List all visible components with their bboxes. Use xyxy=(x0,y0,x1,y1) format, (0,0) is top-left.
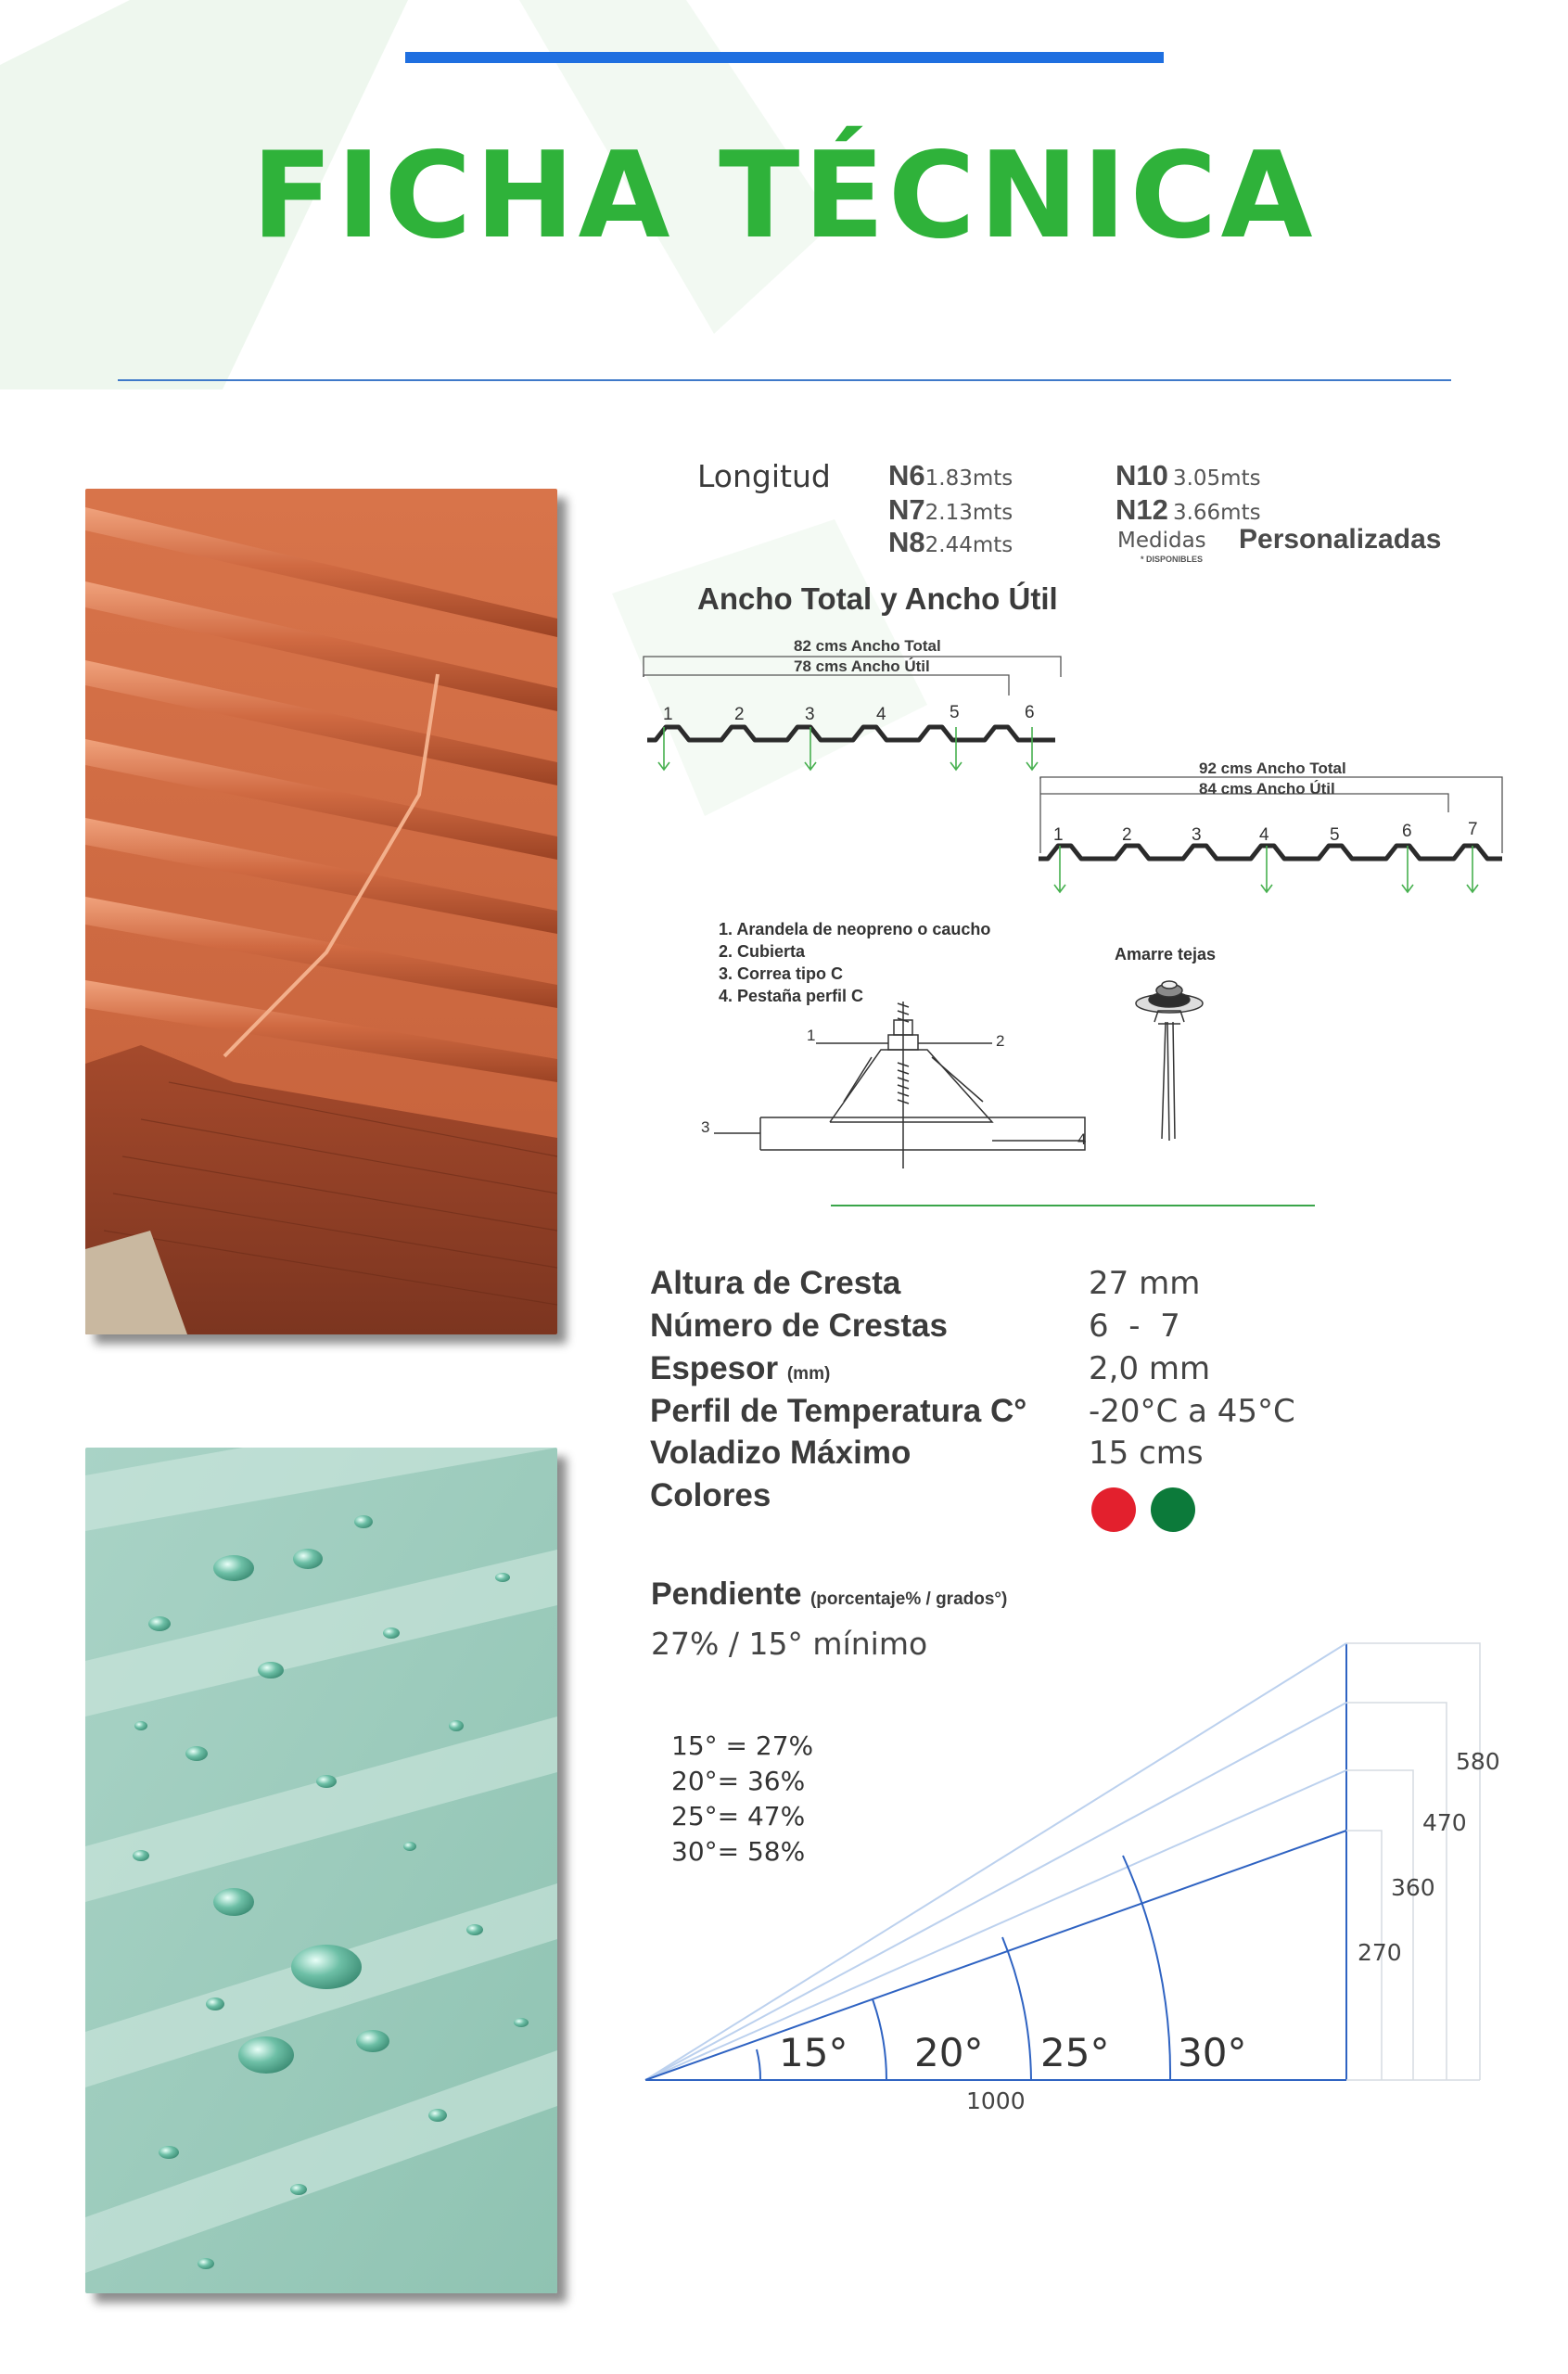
spec-label-temperatura xyxy=(650,1393,1026,1430)
profile-b-crest-2: 2 xyxy=(1122,825,1132,845)
angle-label-15: 15° xyxy=(779,2030,848,2075)
spec-value-temperatura: -20°C a 45°C xyxy=(1089,1393,1295,1430)
spec-label-text: Altura de Cresta xyxy=(650,1265,901,1301)
spec-value-altura: 27 mm xyxy=(1089,1265,1201,1302)
length-value: 3.66mts xyxy=(1172,501,1261,525)
color-swatch-red xyxy=(1091,1487,1136,1532)
photo-terracotta-roof xyxy=(85,489,557,1334)
fixing-legend-item: 1. Arandela de neopreno o caucho xyxy=(719,920,991,938)
profile-a-crest-3: 3 xyxy=(805,705,815,724)
profile-a-util: 78 cms Ancho Útil xyxy=(794,657,930,675)
profile-a-crest-1: 1 xyxy=(663,705,673,724)
spec-label-colores xyxy=(650,1477,771,1514)
length-code: N12 xyxy=(1115,493,1168,526)
callout-4: 4 xyxy=(1077,1130,1087,1148)
base-length-label: 1000 xyxy=(966,2087,1026,2114)
spec-label-voladizo xyxy=(650,1435,911,1472)
angle-label-20: 20° xyxy=(914,2030,984,2075)
width-profiles-diagram xyxy=(631,631,1558,909)
fixing-legend-item: 4. Pestaña perfil C xyxy=(719,987,864,1005)
spec-label-text: Perfil de Temperatura C° xyxy=(650,1393,1027,1429)
pendiente-unit: (porcentaje% / grados°) xyxy=(809,1589,1008,1609)
fixing-legend-item: 3. Correa tipo C xyxy=(719,964,844,983)
fixing-detail-drawing xyxy=(686,983,1113,1168)
profile-b-crest-7: 7 xyxy=(1468,820,1478,839)
photo-green-roof-drops xyxy=(85,1448,557,2293)
profile-a-total: 82 cms Ancho Total xyxy=(794,637,941,655)
angle-label-25: 25° xyxy=(1040,2030,1110,2075)
ancho-title: Ancho Total y Ancho Útil xyxy=(697,581,1058,616)
top-accent-bar xyxy=(405,52,1164,63)
pendiente-label: Pendiente xyxy=(651,1576,802,1612)
profile-b-crest-5: 5 xyxy=(1330,825,1340,845)
slope-equivalence: 25°= 47% xyxy=(671,1801,806,1832)
callout-1: 1 xyxy=(807,1027,816,1044)
length-value: 2.44mts xyxy=(924,533,1013,557)
spec-label-espesor xyxy=(650,1350,830,1387)
amarre-label: Amarre tejas xyxy=(1115,945,1217,964)
length-code: N8 xyxy=(888,526,925,558)
profile-a-crest-2: 2 xyxy=(734,705,745,724)
profile-a-crest-4: 4 xyxy=(876,705,886,724)
amarre-drawing xyxy=(1117,964,1219,1150)
pendiente-value: 27% / 15° mínimo xyxy=(651,1626,928,1662)
height-label-580: 580 xyxy=(1456,1748,1500,1775)
spec-value-crestas: 6 - 7 xyxy=(1089,1308,1180,1345)
medidas-label: Medidas xyxy=(1117,529,1206,553)
page-title: FICHA TÉCNICA xyxy=(251,127,1317,265)
angle-label-30: 30° xyxy=(1178,2030,1247,2075)
length-item-n10 xyxy=(1115,459,1261,492)
spec-label-crestas xyxy=(650,1308,948,1345)
disponibles-note: * DISPONIBLES xyxy=(1141,555,1204,564)
profile-b-crest-6: 6 xyxy=(1402,822,1412,841)
length-item-n8 xyxy=(888,526,1013,559)
height-label-360: 360 xyxy=(1391,1874,1435,1901)
profile-b-crest-3: 3 xyxy=(1192,825,1202,845)
height-label-470: 470 xyxy=(1422,1809,1467,1836)
fixing-legend-item: 2. Cubierta xyxy=(719,942,806,961)
profile-b-crest-4: 4 xyxy=(1259,825,1269,845)
height-label-270: 270 xyxy=(1358,1939,1402,1966)
spec-label-text: Voladizo Máximo xyxy=(650,1435,911,1471)
specs-divider xyxy=(831,1205,1315,1206)
length-item-n12 xyxy=(1115,493,1261,527)
spec-value-espesor: 2,0 mm xyxy=(1089,1350,1211,1387)
spec-unit: (mm) xyxy=(786,1364,831,1384)
callout-3: 3 xyxy=(701,1118,710,1136)
spec-label-text: Espesor xyxy=(650,1350,779,1386)
callout-2: 2 xyxy=(996,1032,1005,1050)
longitud-label: Longitud xyxy=(697,458,831,494)
slope-diagram xyxy=(640,1632,1511,2133)
spec-label-text: Colores xyxy=(650,1477,771,1513)
length-value: 2.13mts xyxy=(924,501,1013,525)
profile-b-util: 84 cms Ancho Útil xyxy=(1199,780,1335,798)
personalizadas-label: Personalizadas xyxy=(1239,524,1442,555)
length-code: N10 xyxy=(1115,459,1168,491)
header-divider xyxy=(118,379,1451,381)
slope-equivalence: 30°= 58% xyxy=(671,1836,806,1867)
profile-a-crest-6: 6 xyxy=(1025,703,1035,722)
spec-value-voladizo: 15 cms xyxy=(1089,1435,1204,1472)
profile-b-total: 92 cms Ancho Total xyxy=(1199,759,1346,777)
pendiente-title xyxy=(651,1576,1007,1613)
slope-equivalence: 20°= 36% xyxy=(671,1766,806,1796)
length-code: N6 xyxy=(888,459,925,491)
length-item-n6 xyxy=(888,459,1013,492)
profile-a-crest-5: 5 xyxy=(950,703,960,722)
length-value: 3.05mts xyxy=(1172,466,1261,491)
length-code: N7 xyxy=(888,493,925,526)
spec-label-text: Número de Crestas xyxy=(650,1308,948,1344)
spec-label-altura xyxy=(650,1265,900,1302)
length-value: 1.83mts xyxy=(924,466,1013,491)
length-item-n7 xyxy=(888,493,1013,527)
color-swatch-green xyxy=(1151,1487,1195,1532)
profile-b-crest-1: 1 xyxy=(1053,825,1064,845)
slope-equivalence: 15° = 27% xyxy=(671,1730,814,1761)
